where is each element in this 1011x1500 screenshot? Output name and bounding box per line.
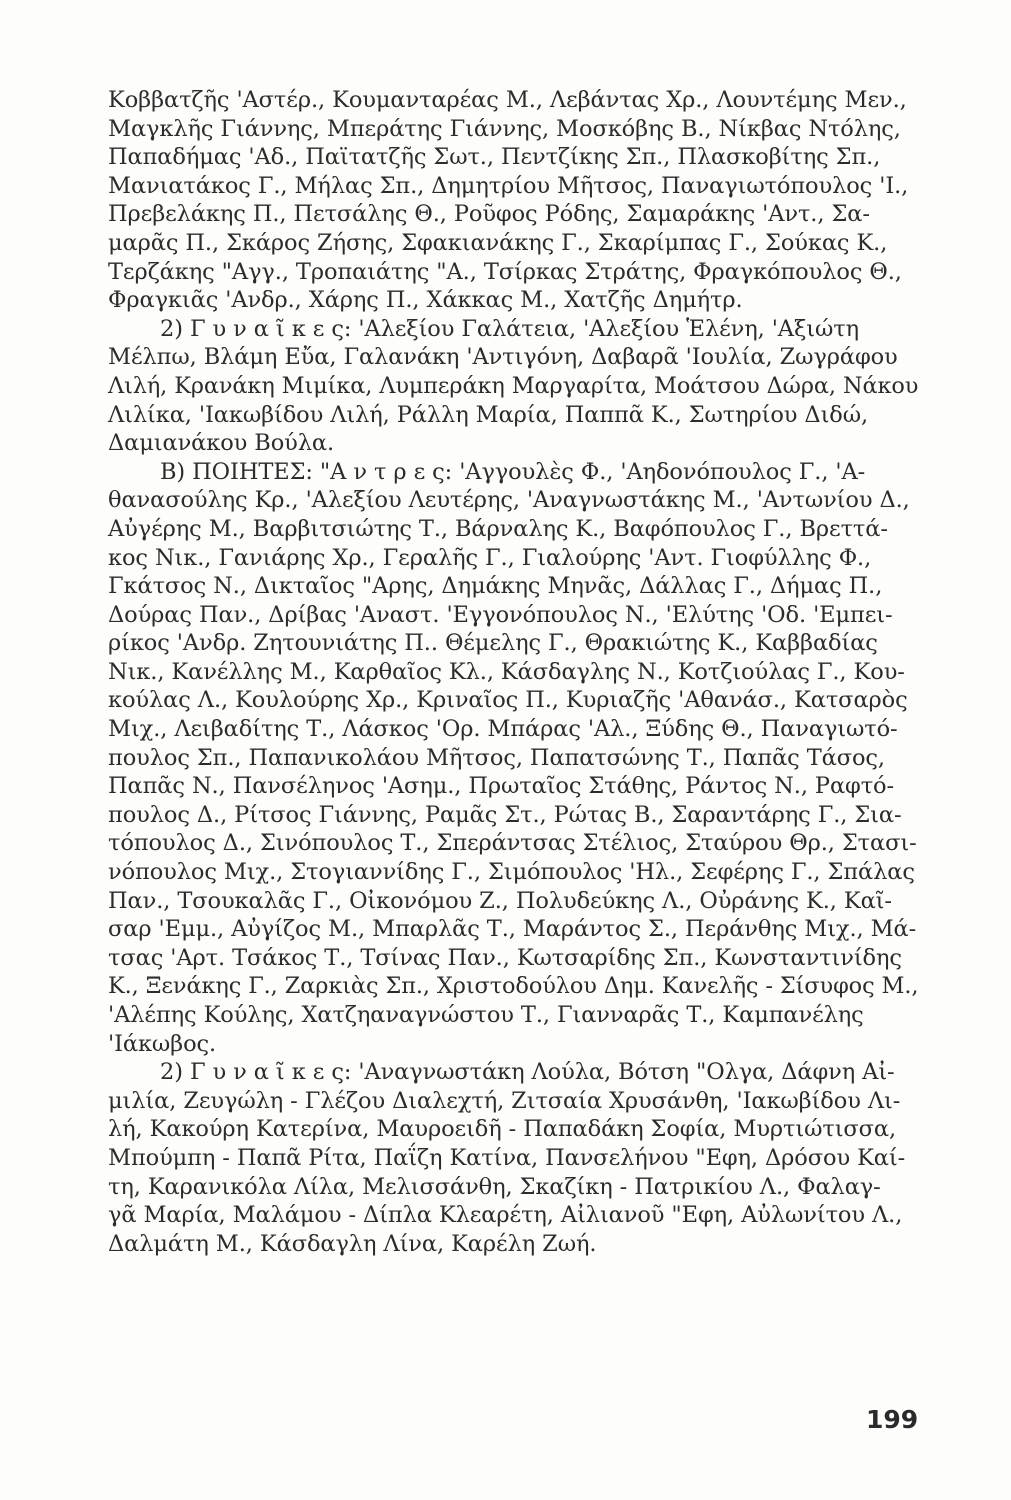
text-line: 'Ιάκωβος. — [108, 1030, 217, 1057]
text-line: Παν., Τσουκαλᾶς Γ., Οἰκονόμου Ζ., Πολυδεύκης Λ., Οὐράνης Κ., Καῖ- — [108, 887, 892, 914]
text-line: σαρ 'Εμμ., Αὐγίζος Μ., Μπαρλᾶς Τ., Μαράντος Σ., Περάνθης Μιχ., Μά- — [108, 916, 917, 943]
text-line: τόπουλος Δ., Σινόπουλος Τ., Σπεράντσας Στέλιος, Σταύρου Θρ., Στασι- — [108, 830, 917, 857]
text-line: Τερζάκης "Αγγ., Τροπαιάτης "Α., Τσίρκας Στράτης, Φραγκόπουλος Θ., — [108, 258, 902, 285]
text-line: Δαμιανάκου Βούλα. — [108, 430, 335, 457]
text-line: κος Νικ., Γανιάρης Χρ., Γεραλῆς Γ., Γιαλούρης 'Αντ. Γιοφύλλης Φ., — [108, 544, 872, 571]
text-line: 'Αλέπης Κούλης, Χατζηαναγνώστου Τ., Γιανναρᾶς Τ., Καμπανέλης — [108, 1002, 864, 1028]
text-line: θανασούλης Κρ., 'Αλεξίου Λευτέρης, 'Αναγνωστάκης Μ., 'Αντωνίου Δ., — [108, 487, 910, 514]
text-line: μαρᾶς Π., Σκάρος Ζήσης, Σφακιανάκης Γ., Σκαρίμπας Γ., Σούκας Κ., — [108, 229, 888, 256]
text-line: λή, Κακούρη Κατερίνα, Μαυροειδῆ - Παπαδάκη Σοφία, Μυρτιώτισσα, — [108, 1116, 897, 1143]
text-line: μιλία, Ζευγώλη - Γλέζου Διαλεχτή, Ζιτσαία Χρυσάνθη, 'Ιακωβίδου Λι- — [108, 1087, 901, 1114]
text-line: Μέλπω, Βλάμη Εὔα, Γαλανάκη 'Αντιγόνη, Δαβαρᾶ 'Ιουλία, Ζωγράφου — [108, 344, 898, 371]
text-line: Γκάτσος Ν., Δικταῖος "Αρης, Δημάκης Μηνᾶς, Δάλλας Γ., Δήμας Π., — [108, 573, 883, 600]
text-line: Αὐγέρης Μ., Βαρβιτσιώτης Τ., Βάρναλης Κ., Βαφόπουλος Γ., Βρεττά- — [108, 515, 888, 542]
text-line: Πρεβελάκης Π., Πετσάλης Θ., Ροῦφος Ρόδης, Σαμαράκης 'Αντ., Σα- — [108, 201, 870, 228]
text-line: Μαγκλῆς Γιάννης, Μπεράτης Γιάννης, Μοσκόβης Β., Νίκβας Ντόλης, — [108, 115, 901, 142]
text-line: Δαλμάτη Μ., Κάσδαγλη Λίνα, Καρέλη Ζωή. — [108, 1230, 597, 1257]
text-line: Β) ΠΟΙΗΤΕΣ: "Α ν τ ρ ε ς: 'Αγγουλὲς Φ., 'Αηδονόπουλος Γ., 'Α- — [160, 458, 866, 485]
text-line: Παπαδήμας 'Αδ., Παϊτατζῆς Σωτ., Πεντζίκης Σπ., Πλασκοβίτης Σπ., — [108, 144, 881, 171]
text-line: πουλος Δ., Ρίτσος Γιάννης, Ραμᾶς Στ., Ρώτας Β., Σαραντάρης Γ., Σια- — [108, 801, 902, 828]
text-line: Μανιατάκος Γ., Μήλας Σπ., Δημητρίου Μῆτσος, Παναγιωτόπουλος 'Ι., — [108, 172, 909, 199]
text-line: Κοββατζῆς 'Αστέρ., Κουμανταρέας Μ., Λεβάντας Χρ., Λουντέμης Μεν., — [108, 87, 907, 113]
body-text — [108, 86, 918, 1258]
text-line: γᾶ Μαρία, Μαλάμου - Δίπλα Κλεαρέτη, Αἰλιανοῦ "Εφη, Αὐλωνίτου Λ., — [108, 1202, 903, 1229]
text-line: τη, Καρανικόλα Λίλα, Μελισσάνθη, Σκαζίκη - Πατρικίου Λ., Φαλαγ- — [108, 1173, 881, 1200]
text-line: κούλας Λ., Κουλούρης Χρ., Κριναῖος Π., Κυριαζῆς 'Αθανάσ., Κατσαρὸς — [108, 687, 908, 714]
text-line: 2) Γ υ ν α ῖ κ ε ς: 'Αλεξίου Γαλάτεια, 'Αλεξίου Ἑλένη, 'Αξιώτη — [160, 315, 859, 342]
text-line: τσας 'Αρτ. Τσάκος Τ., Τσίνας Παν., Κωτσαρίδης Σπ., Κωνσταντινίδης — [108, 944, 902, 971]
text-line: Φραγκιᾶς 'Ανδρ., Χάρης Π., Χάκκας Μ., Χατζῆς Δημήτρ. — [108, 287, 743, 314]
text-line: Μπούμπη - Παπᾶ Ρίτα, Παΐζη Κατίνα, Πανσελήνου "Εφη, Δρόσου Καί- — [108, 1144, 906, 1171]
text-line: πουλος Σπ., Παπανικολάου Μῆτσος, Παπατσώνης Τ., Παπᾶς Τάσος, — [108, 744, 885, 771]
text-line: νόπουλος Μιχ., Στογιαννίδης Γ., Σιμόπουλος 'Ηλ., Σεφέρης Γ., Σπάλας — [108, 859, 915, 886]
page-number: 199 — [866, 1405, 919, 1434]
text-line: Παπᾶς Ν., Πανσέληνος 'Ασημ., Πρωταῖος Στάθης, Ράντος Ν., Ραφτό- — [108, 773, 895, 800]
text-line: Κ., Ξενάκης Γ., Ζαρκιὰς Σπ., Χριστοδούλου Δημ. Κανελῆς - Σίσυφος Μ., — [108, 973, 919, 1000]
text-line: ρίκος 'Ανδρ. Ζητουνιάτης Π.. Θέμελης Γ., Θρακιώτης Κ., Καββαδίας — [108, 630, 878, 657]
text-line: 2) Γ υ ν α ῖ κ ε ς: 'Αναγνωστάκη Λούλα, Βότση "Ολγα, Δάφνη Αἰ- — [160, 1059, 895, 1086]
text-line: Λιλή, Κρανάκη Μιμίκα, Λυμπεράκη Μαργαρίτα, Μοάτσου Δώρα, Νάκου — [108, 372, 919, 399]
text-line: Νικ., Κανέλλης Μ., Καρθαῖος Κλ., Κάσδαγλης Ν., Κοτζιούλας Γ., Κου- — [108, 658, 905, 685]
text-line: Δούρας Παν., Δρίβας 'Αναστ. 'Εγγονόπουλος Ν., 'Ελύτης 'Οδ. 'Εμπει- — [108, 601, 893, 628]
text-line: Λιλίκα, 'Ιακωβίδου Λιλή, Ράλλη Μαρία, Παππᾶ Κ., Σωτηρίου Διδώ, — [108, 401, 869, 428]
text-line: Μιχ., Λειβαδίτης Τ., Λάσκος 'Ορ. Μπάρας 'Αλ., Ξύδης Θ., Παναγιωτό- — [108, 716, 898, 743]
